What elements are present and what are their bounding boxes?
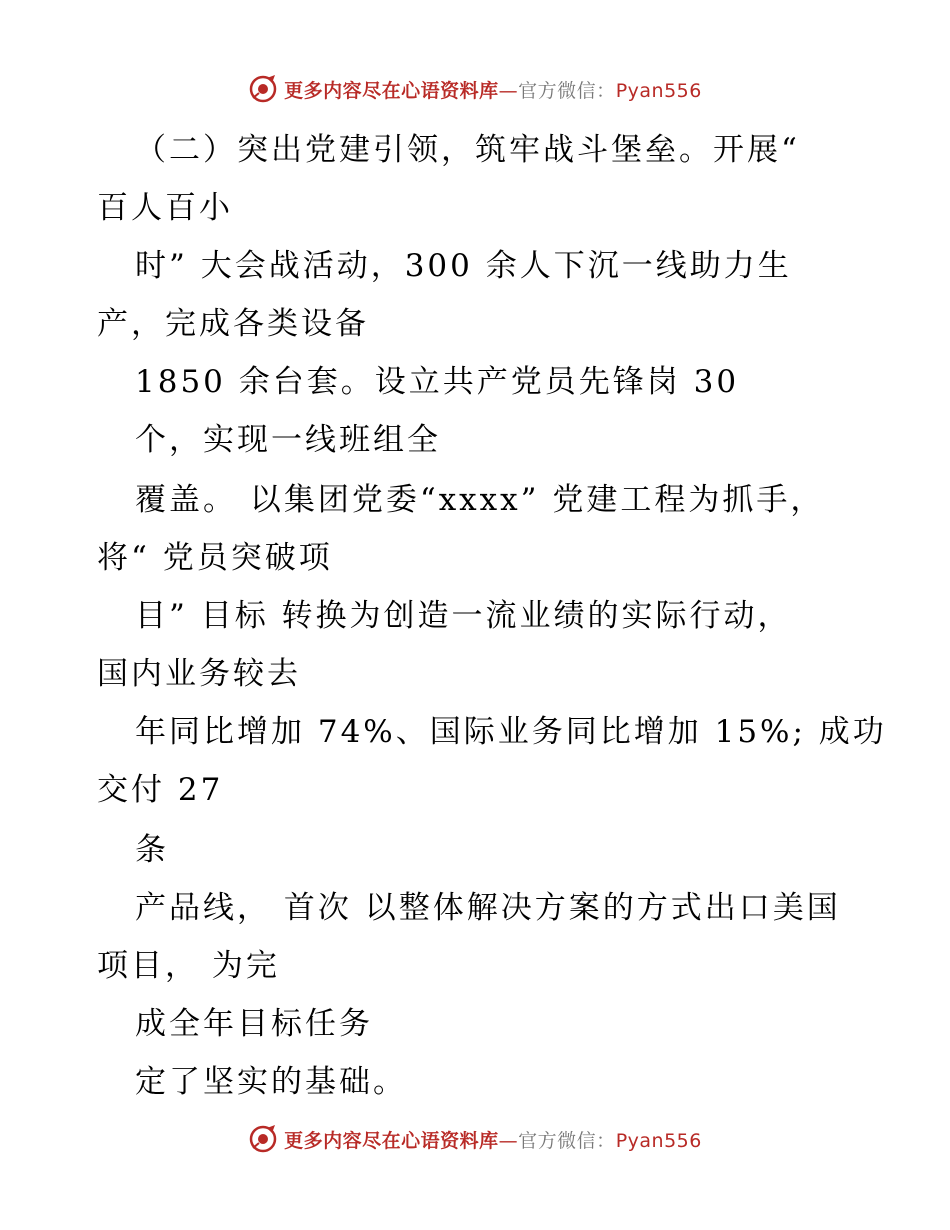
watermark-wechat-id: Pyan556 [615, 79, 702, 102]
watermark-dash: — [498, 79, 519, 102]
header-watermark [0, 72, 950, 106]
body-line-15: 项目， 为完 [97, 948, 280, 984]
body-line-6: 个，实现一线班组全 [135, 422, 441, 458]
body-line-10: 国内业务较去 [97, 656, 301, 692]
body-line-4: 产，完成各类设备 [97, 306, 369, 342]
body-line-14: 产品线， 首次 以整体解决方案的方式出口美国 [135, 890, 841, 926]
body-line-9: 目” 目标 转换为创造一流业绩的实际行动， [135, 598, 792, 634]
quill-logo-icon [248, 74, 278, 104]
watermark-text [284, 1126, 702, 1153]
watermark-wechat-label: 官方微信： [518, 1129, 616, 1152]
body-line-16: 成全年目标任务 [135, 1006, 373, 1042]
watermark-text [284, 76, 702, 103]
body-line-12: 交付 27 [97, 772, 224, 808]
watermark-wechat-id: Pyan556 [615, 1129, 702, 1152]
watermark-wechat-label: 官方微信： [518, 79, 616, 102]
body-line-11: 年同比增加 74%、国际业务同比增加 15%; 成功 [135, 714, 887, 750]
watermark-dash: — [498, 1129, 519, 1152]
quill-logo-icon [248, 1124, 278, 1154]
body-line-17: 定了坚实的基础。 [135, 1064, 407, 1100]
body-line-7: 覆盖。 以集团党委“xxxx” 党建工程为抓手， [135, 482, 825, 518]
footer-watermark [0, 1122, 950, 1156]
watermark-site-name: 更多内容尽在心语资料库 [284, 79, 499, 102]
body-line-2: 百人百小 [97, 190, 233, 226]
body-line-8: 将“ 党员突破项 [97, 540, 333, 576]
watermark-site-name: 更多内容尽在心语资料库 [284, 1129, 499, 1152]
body-line-13: 条 [135, 832, 169, 868]
body-line-3: 时” 大会战活动，300 余人下沉一线助力生 [135, 248, 792, 284]
body-line-5: 1850 余台套。设立共产党员先锋岗 30 [135, 364, 740, 400]
body-line-1: （二）突出党建引领，筑牢战斗堡垒。开展“ [135, 132, 800, 168]
